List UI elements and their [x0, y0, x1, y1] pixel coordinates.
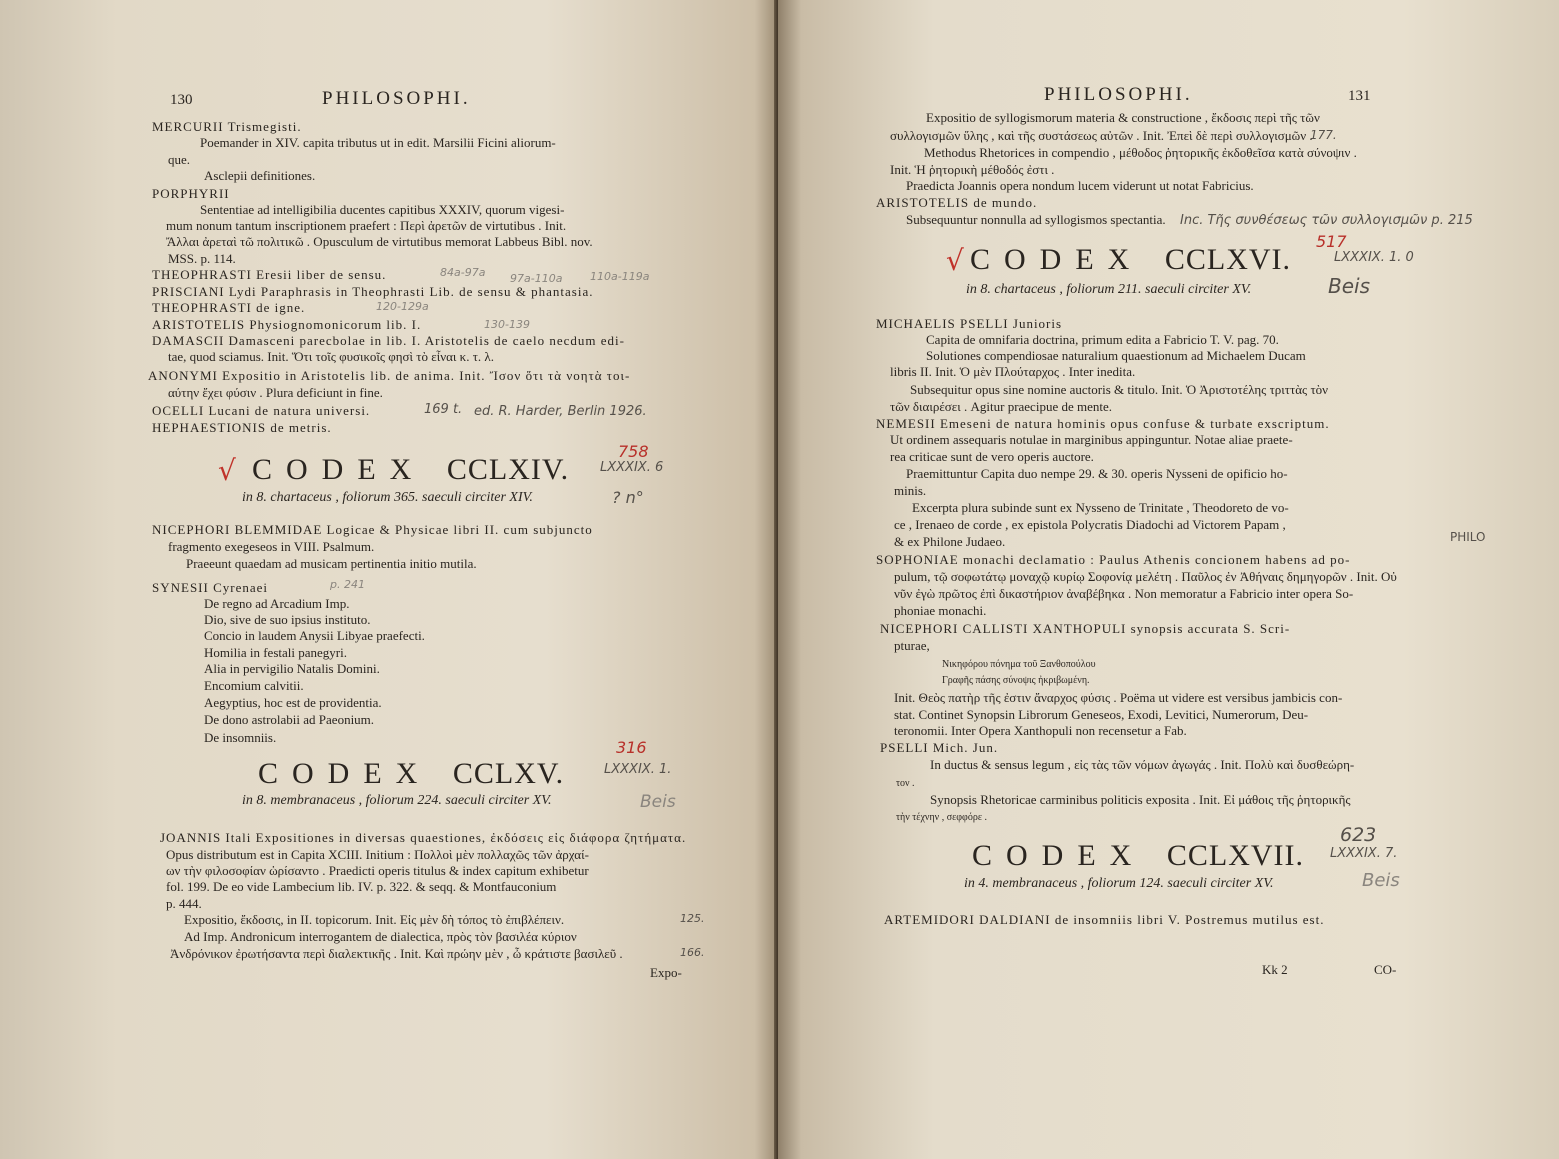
- ink-note: 177.: [1310, 128, 1337, 142]
- text-line: Ἀνδρόνικον ἐρωτήσαντα περὶ διαλεκτικῆς . Init. Καὶ πρώην μὲν , ὦ κράτιστε βασιλεῦ .: [170, 946, 623, 961]
- text-line: Solutiones compendiosae naturalium quaestionum ad Michaelem Ducam: [926, 348, 1306, 363]
- text-line: Init. Θεὸς πατὴρ τῆς ἐστιν ἄναρχος φύσις . Poëma ut videre est versibus jambicis con-: [894, 690, 1343, 705]
- pencil-note: 110a-119a: [590, 270, 650, 283]
- text-line: NICEPHORI CALLISTI XANTHOPULI synopsis accurata S. Scri-: [880, 621, 1291, 636]
- ink-note: 125.: [680, 912, 705, 925]
- codex-heading: CODEX CCLXVI.: [970, 243, 1292, 276]
- text-line: Expositio de syllogismorum materia & constructione , ἔκδοσις περὶ τῆς τῶν: [926, 110, 1320, 125]
- text-line: Methodus Rhetorices in compendio , μέθοδος ῥητορικῆς ἐκδοθεῖσα κατὰ σύνοψιν .: [924, 145, 1357, 160]
- text-line: MSS. p. 114.: [168, 251, 236, 266]
- check-mark-icon: √: [218, 454, 236, 487]
- pencil-note: 120-129a: [376, 300, 429, 313]
- text-line: phoniae monachi.: [894, 603, 987, 618]
- text-line: Ut ordinem assequaris notulae in marginibus appinguntur. Notae aliae praete-: [890, 432, 1293, 447]
- running-head: PHILOSOPHI.: [322, 88, 471, 109]
- text-line: OCELLI Lucani de natura universi.: [152, 403, 371, 418]
- ink-note: 169 t.: [424, 402, 463, 417]
- text-line: Dio, sive de suo ipsius instituto.: [204, 612, 371, 627]
- text-line: ARISTOTELIS de mundo.: [876, 195, 1038, 210]
- text-line: Aegyptius, hoc est de providentia.: [204, 695, 382, 710]
- text-line: THEOPHRASTI Eresii liber de sensu.: [152, 267, 387, 282]
- text-line: rea criticae sunt de vero operis auctore.: [890, 449, 1094, 464]
- pencil-note: Beis: [1362, 870, 1400, 891]
- left-page: [0, 0, 778, 1159]
- text-line: Praemittuntur Capita duo nempe 29. & 30. operis Nysseni de opificio ho-: [906, 466, 1288, 481]
- text-line: Encomium calvitii.: [204, 678, 304, 693]
- text-line: τὴν τέχνην , σεφφόρε .: [896, 812, 988, 823]
- text-line: De insomniis.: [204, 730, 277, 745]
- text-line: Subsequitur opus sine nomine auctoris & titulo. Init. Ὁ Ἀριστοτέλης τριττὰς τὸν: [910, 382, 1329, 397]
- ink-note: ed. R. Harder, Berlin 1926.: [474, 404, 647, 419]
- text-line: τῶν διαιρέσει . Agitur praecipue de mente.: [890, 399, 1112, 414]
- text-line: Praedicta Joannis opera nondum lucem viderunt ut notat Fabricius.: [906, 178, 1254, 193]
- page-number: 130: [170, 92, 193, 108]
- ink-note: ? n°: [612, 488, 644, 507]
- signature-mark: Kk 2: [1262, 962, 1288, 977]
- codex-subtitle: in 8. chartaceus , foliorum 365. saeculi circiter XIV.: [242, 490, 533, 505]
- text-line: Concio in laudem Anysii Libyae praefecti.: [204, 628, 425, 643]
- pencil-note: 84a-97a: [440, 266, 486, 279]
- text-line: PRISCIANI Lydi Paraphrasis in Theophrasti Lib. de sensu & phantasia.: [152, 284, 594, 299]
- text-line: DAMASCII Damasceni parecbolae in lib. I. Aristotelis de caelo necdum edi-: [152, 333, 625, 348]
- text-line: νῦν ἐγὼ πρῶτος ἐπὶ δικαστήριον ἀναβέβηκα . Non memoratur a Fabricio inter opera So-: [894, 586, 1354, 601]
- ink-note: Beis: [1328, 274, 1371, 298]
- text-line: Γραφῆς πάσης σύνοψις ἠκριβωμένη.: [942, 675, 1090, 686]
- pencil-note: Beis: [640, 792, 676, 812]
- text-line: HEPHAESTIONIS de metris.: [152, 420, 332, 435]
- text-line: stat. Continet Synopsin Librorum Geneseos, Exodi, Levitici, Numerorum, Deu-: [894, 707, 1309, 722]
- codex-heading: CODEX CCLXIV.: [252, 453, 570, 486]
- text-line: & ex Philone Judaeo.: [894, 534, 1006, 549]
- text-line: ARISTOTELIS Physiognomonicorum lib. I.: [152, 317, 422, 332]
- red-folio-note: 316: [616, 738, 647, 757]
- text-line: Init. Ἡ ῥητορικὴ μέθοδός ἐστι .: [890, 162, 1055, 177]
- check-mark-icon: √: [946, 244, 964, 277]
- pencil-note: 130-139: [484, 318, 530, 331]
- text-line: pturae,: [894, 638, 930, 653]
- text-line: In ductus & sensus legum , εἰς τὰς τῶν νόμων ἀγωγάς . Init. Πολὺ καὶ δυσθεώρη-: [930, 757, 1355, 772]
- text-line: Opus distributum est in Capita XCIII. Initium : Πολλοὶ μὲν πολλαχῶς τῶν ἀρχαί-: [166, 847, 589, 862]
- text-line: minis.: [894, 483, 927, 498]
- text-line: Alia in pervigilio Natalis Domini.: [204, 661, 380, 676]
- text-line: pulum, τῷ σοφωτάτῳ μοναχῷ κυρίῳ Σοφονίᾳ μελέτη . Παῦλος ἐν Ἀθήναις δημηγορῶν . Init. Οὐ: [894, 569, 1397, 584]
- pencil-note: p. 241: [330, 578, 365, 591]
- ink-note: LXXXIX. 7.: [1330, 846, 1398, 861]
- text-line: THEOPHRASTI de igne.: [152, 300, 306, 315]
- catchword: Expo-: [650, 965, 682, 980]
- ink-note: LXXXIX. 1.: [604, 762, 672, 777]
- text-line: libris II. Init. Ὁ μὲν Πλούταρχος . Inter inedita.: [890, 364, 1136, 379]
- text-line: Capita de omnifaria doctrina, primum edita a Fabricio T. V. pag. 70.: [926, 332, 1279, 347]
- text-line: Homilia in festali panegyri.: [204, 645, 347, 660]
- text-line: ARTEMIDORI DALDIANI de insomniis libri V. Postremus mutilus est.: [884, 912, 1325, 927]
- text-line: Sententiae ad intelligibilia ducentes capitibus XXXIV, quorum vigesi-: [200, 202, 565, 217]
- text-line: fol. 199. De eo vide Lambecium lib. IV. p. 322. & seqq. & Montfauconium: [166, 879, 557, 894]
- text-line: que.: [168, 152, 191, 167]
- codex-subtitle: in 8. membranaceus , foliorum 224. saeculi circiter XV.: [242, 793, 552, 808]
- pencil-note: 97a-110a: [510, 272, 563, 285]
- text-line: SYNESII Cyrenaei: [152, 580, 269, 595]
- text-line: Expositio, ἔκδοσις, in II. topicorum. Init. Εἰς μὲν δὴ τόπος τὸ ἐπιβλέπειν.: [184, 912, 565, 927]
- text-line: tae, quod sciamus. Init. Ὅτι τοῖς φυσικοῖς φησὶ τὸ εἶναι κ. τ. λ.: [168, 349, 494, 364]
- text-line: PSELLI Mich. Jun.: [880, 740, 999, 755]
- ink-note: Inc. Τῆς συνθέσεως τῶν συλλογισμῶν p. 215: [1180, 213, 1473, 228]
- text-line: τον .: [896, 778, 915, 789]
- text-line: NEMESII Emeseni de natura hominis opus confuse & turbate exscriptum.: [876, 416, 1330, 431]
- text-line: Ἄλλαι ἀρεταὶ τῶ πολιτικῶ . Opusculum de virtutibus memorat Labbeus Bibl. nov.: [166, 234, 593, 249]
- page-number: 131: [1348, 88, 1371, 104]
- text-line: De dono astrolabii ad Paeonium.: [204, 712, 375, 727]
- text-line: NICEPHORI BLEMMIDAE Logicae & Physicae libri II. cum subjuncto: [152, 522, 593, 537]
- codex-subtitle: in 8. chartaceus , foliorum 211. saeculi circiter XV.: [966, 282, 1252, 297]
- text-line: συλλογισμῶν ὕλης , καὶ τῆς συστάσεως αὐτῶν . Init. Ἐπεὶ δὲ περὶ συλλογισμῶν .: [890, 128, 1313, 143]
- ink-note: LXXXIX. 6: [600, 460, 664, 475]
- text-line: mum nonum tantum inscriptionem praefert : Περὶ ἀρετῶν de virtutibus . Init.: [166, 218, 567, 233]
- text-line: ce , Irenaeo de corde , ex epistola Polycratis Diadochi ad Victorem Papam ,: [894, 517, 1286, 532]
- red-folio-note: 758: [618, 442, 649, 461]
- codex-heading: CODEX CCLXV.: [258, 757, 565, 790]
- codex-subtitle: in 4. membranaceus , foliorum 124. saeculi circiter XV.: [964, 876, 1274, 891]
- text-line: Νικηφόρου πόνημα τοῦ Ξανθοπούλου: [942, 659, 1096, 670]
- catchword: CO-: [1374, 962, 1397, 977]
- text-line: Subsequuntur nonnulla ad syllogismos spectantia.: [906, 212, 1166, 227]
- text-line: JOANNIS Itali Expositiones in diversas quaestiones, ἐκδόσεις εἰς διάφορα ζητήματα.: [160, 830, 687, 845]
- text-line: p. 444.: [166, 896, 202, 911]
- text-line: Poemander in XIV. capita tributus ut in edit. Marsilii Ficini aliorum-: [200, 135, 556, 150]
- codex-heading: CODEX CCLXVII.: [972, 839, 1304, 872]
- text-line: ANONYMI Expositio in Aristotelis lib. de anima. Init. Ἴσον ὅτι τὰ νοητὰ τοι-: [148, 368, 631, 383]
- text-line: Praeeunt quaedam ad musicam pertinentia initio mutila.: [186, 556, 477, 571]
- ink-note: 166.: [680, 946, 705, 959]
- text-line: Excerpta plura subinde sunt ex Nysseno de Trinitate , Theodoreto de vo-: [912, 500, 1289, 515]
- ink-note: LXXXIX. 1. 0: [1334, 250, 1414, 265]
- ink-note: 623: [1340, 824, 1377, 846]
- text-line: MERCURII Trismegisti.: [152, 119, 302, 134]
- margin-note: PHILO: [1450, 530, 1486, 544]
- text-line: Synopsis Rhetoricae carminibus politicis exposita . Init. Εἰ μάθοις τῆς ῥητορικῆς: [930, 792, 1351, 807]
- running-head: PHILOSOPHI.: [1044, 84, 1193, 105]
- text-line: teronomii. Inter Opera Xanthopuli non recensetur a Fab.: [894, 723, 1187, 738]
- text-line: αύτην ἔχει φύσιν . Plura deficiunt in fine.: [168, 385, 383, 400]
- text-line: fragmento exegeseos in VIII. Psalmum.: [168, 539, 375, 554]
- text-line: Asclepii definitiones.: [204, 168, 316, 183]
- right-page: [778, 0, 1559, 1159]
- text-line: SOPHONIAE monachi declamatio : Paulus Athenis concionem habens ad po-: [876, 552, 1351, 567]
- text-line: Ad Imp. Andronicum interrogantem de dialectica, πρὸς τὸν βασιλέα κύριον: [184, 929, 577, 944]
- red-folio-note: 517: [1316, 232, 1347, 251]
- text-line: MICHAELIS PSELLI Junioris: [876, 316, 1063, 331]
- text-line: ων τὴν φιλοσοφίαν ὡρίσαντο . Praedicti operis titulus & index capitum exhibetur: [166, 863, 589, 878]
- text-line: PORPHYRII: [152, 186, 230, 201]
- text-line: De regno ad Arcadium Imp.: [204, 596, 350, 611]
